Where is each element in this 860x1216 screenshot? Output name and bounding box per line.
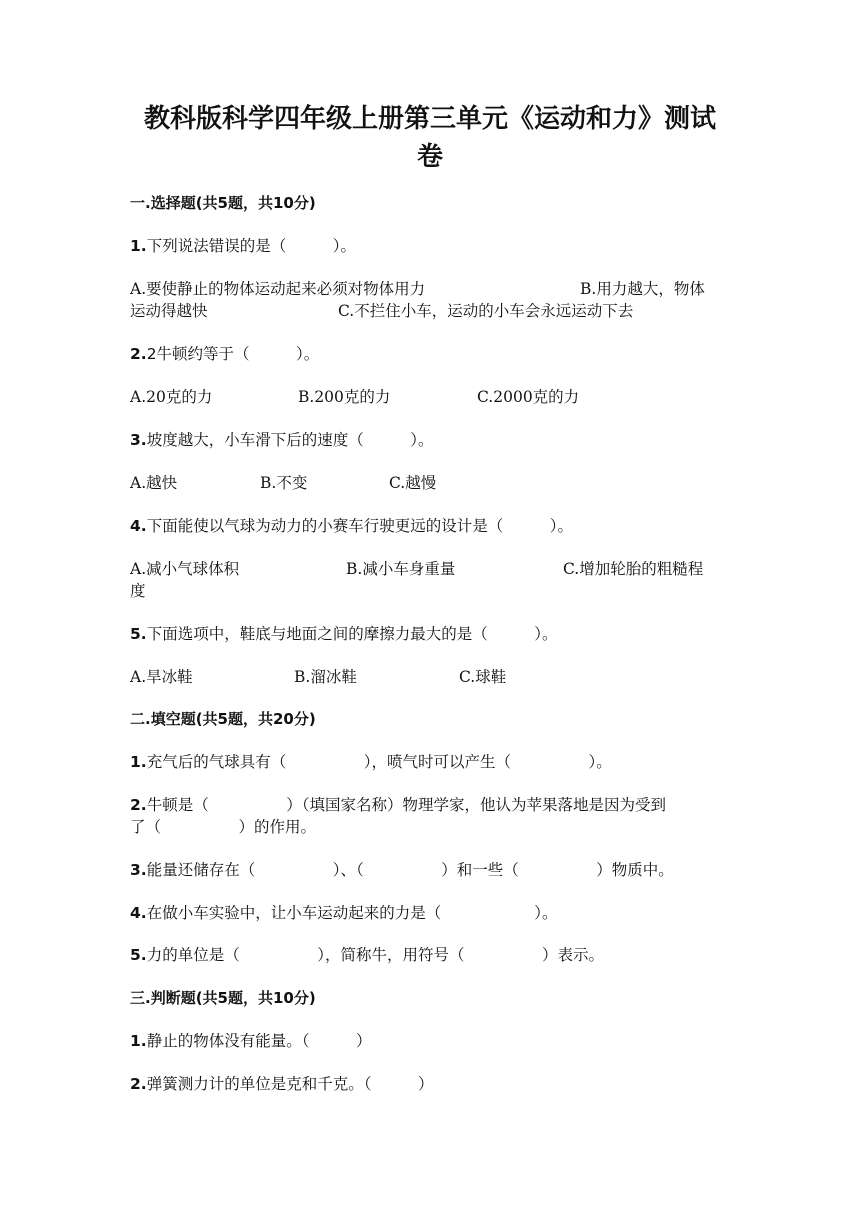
question-text: 能量还储存在（ ）、（ ）和一些（ ）物质中。: [146, 861, 674, 879]
option-c: C.增加轮胎的粗糙程: [563, 560, 704, 578]
option-a: A.越快: [130, 474, 178, 492]
question-3-1: [130, 1030, 371, 1052]
question-text: 力的单位是（ ），简称牛，用符号（ ）表示。: [146, 946, 604, 964]
question-text: 下面能使以气球为动力的小赛车行驶更远的设计是（ ）。: [146, 517, 573, 535]
question-number: 3.: [130, 431, 147, 449]
question-number: 4.: [130, 904, 147, 922]
option-a: A.20克的力: [130, 388, 213, 406]
exam-title: [130, 100, 730, 176]
question-number: 3.: [130, 861, 147, 879]
question-number: 5.: [130, 946, 147, 964]
question-2-3: [130, 859, 674, 881]
option-a: A.减小气球体积: [130, 560, 240, 578]
question-number: 2.: [130, 796, 147, 814]
title-line-2: 卷: [416, 142, 443, 172]
section-heading-fill: 二.填空题(共5题，共20分): [130, 710, 316, 728]
question-1-2: [130, 343, 319, 365]
question-text: 在做小车实验中，让小车运动起来的力是（ ）。: [146, 904, 558, 922]
question-text: 下列说法错误的是（ ）。: [146, 237, 356, 255]
option-c: C.球鞋: [459, 668, 507, 686]
question-3-2: [130, 1073, 433, 1095]
option-b: B.减小车身重量: [346, 560, 456, 578]
option-a: A.要使静止的物体运动起来必须对物体用力: [130, 280, 426, 298]
option-c: C.2000克的力: [477, 388, 580, 406]
question-2-4: [130, 902, 557, 924]
question-text: 下面选项中，鞋底与地面之间的摩擦力最大的是（ ）。: [146, 625, 558, 643]
option-b: B.200克的力: [298, 388, 391, 406]
option-c: C.不拦住小车，运动的小车会永远运动下去: [338, 302, 634, 320]
question-text: 牛顿是（ ）（填国家名称）物理学家，他认为苹果落地是因为受到: [146, 796, 666, 814]
section-heading-judge: 三.判断题(共5题，共10分): [130, 989, 316, 1007]
option-b: B.溜冰鞋: [294, 668, 357, 686]
question-1-1: [130, 235, 356, 257]
question-text: 2牛顿约等于（ ）。: [146, 345, 320, 363]
question-text: 充气后的气球具有（ ），喷气时可以产生（ ）。: [146, 753, 612, 771]
question-number: 1.: [130, 1032, 147, 1050]
question-text: 坡度越大，小车滑下后的速度（ ）。: [146, 431, 434, 449]
question-2-2: [130, 794, 666, 816]
option-b-continued: 运动得越快: [130, 302, 208, 320]
option-c-continued: 度: [130, 582, 146, 600]
question-number: 1.: [130, 237, 147, 255]
question-text: 弹簧测力计的单位是克和千克。（ ）: [146, 1075, 434, 1093]
option-b: B.不变: [260, 474, 308, 492]
question-1-3: [130, 429, 433, 451]
title-line-1: 教科版科学四年级上册第三单元《运动和力》测试: [143, 104, 716, 134]
question-number: 2.: [130, 345, 147, 363]
option-b: B.用力越大，物体: [580, 280, 705, 298]
question-text: 静止的物体没有能量。（ ）: [146, 1032, 372, 1050]
question-number: 1.: [130, 753, 147, 771]
question-1-4: [130, 515, 573, 537]
question-1-5: [130, 623, 557, 645]
option-a: A.旱冰鞋: [130, 668, 193, 686]
question-2-2-continued: 了（ ）的作用。: [130, 818, 317, 836]
question-number: 5.: [130, 625, 147, 643]
question-2-1: [130, 751, 612, 773]
question-number: 4.: [130, 517, 147, 535]
option-c: C.越慢: [389, 474, 437, 492]
question-2-5: [130, 944, 604, 966]
question-number: 2.: [130, 1075, 147, 1093]
section-heading-choice: 一.选择题(共5题，共10分): [130, 194, 316, 212]
